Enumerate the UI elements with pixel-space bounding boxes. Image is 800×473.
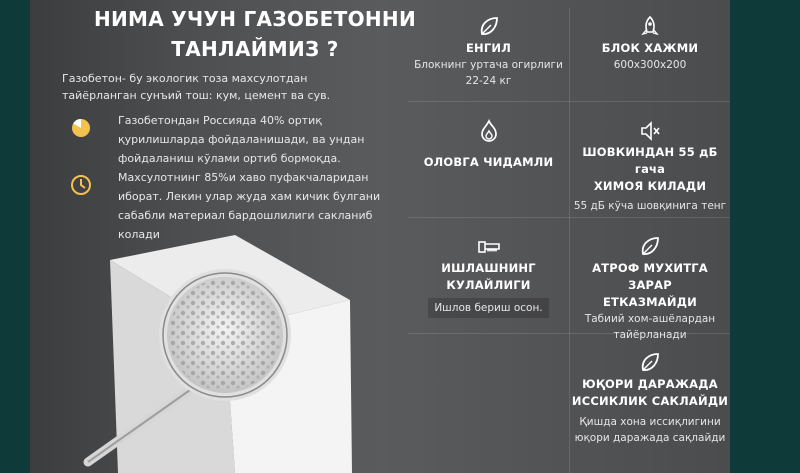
flame-icon bbox=[476, 118, 502, 144]
feature-subtitle: Ишлов бериш осон. bbox=[428, 298, 548, 318]
feature-block-size bbox=[570, 14, 730, 73]
feature-workability bbox=[408, 234, 569, 318]
feature-title: ЮҚОРИ ДАРАЖАДА bbox=[582, 377, 718, 391]
fact-line: колади bbox=[118, 228, 160, 241]
feature-subtitle: 600х300х200 bbox=[613, 59, 687, 71]
aerated-block-illustration bbox=[60, 230, 370, 473]
rocket-icon bbox=[637, 14, 663, 40]
feature-title: ИССИКЛИК САКЛАЙДИ bbox=[571, 394, 729, 408]
feature-title: ХИМОЯ КИЛАДИ bbox=[593, 179, 707, 193]
feature-subtitle: Қишда хона иссиқлигини bbox=[579, 416, 721, 428]
grid-divider-horizontal bbox=[408, 101, 730, 102]
leaf-icon bbox=[637, 234, 663, 260]
feature-subtitle: Табиий хом-ашёлардан bbox=[584, 313, 716, 325]
intro-text bbox=[62, 70, 382, 104]
features-grid bbox=[408, 8, 730, 473]
feature-heat bbox=[570, 350, 730, 446]
fact-line: иборат. Лекин улар жуда хам кичик булгани bbox=[118, 190, 381, 203]
fact-line: сабабли материал бардошлилиги сакланиб bbox=[118, 209, 373, 222]
feature-title: ИШЛАШНИНГ bbox=[441, 261, 536, 275]
fact-text-usage bbox=[118, 111, 383, 168]
feature-subtitle: юқори даражада сақлайди bbox=[574, 432, 726, 444]
fact-line: фойдаланиш кўлами ортиб бормоқда. bbox=[118, 152, 341, 165]
grid-divider-horizontal bbox=[408, 217, 730, 218]
feature-subtitle: Блокнинг уртача огирлиги bbox=[414, 59, 563, 71]
feature-title: ШОВКИНДАН 55 дБ гача bbox=[582, 145, 718, 176]
feature-light bbox=[408, 14, 569, 89]
feature-title: ОЛОВГА ЧИДАМЛИ bbox=[423, 155, 554, 169]
feature-noise bbox=[570, 118, 730, 214]
title-line-2: ТАНЛАЙМИЗ ? bbox=[171, 37, 339, 61]
feature-fire-resistant bbox=[408, 118, 569, 171]
leaf-icon bbox=[637, 350, 663, 376]
pie-chart-icon bbox=[70, 117, 92, 139]
fact-line: қурилишларда фойдаланишади, ва ундан bbox=[118, 133, 365, 146]
feature-title: БЛОК ХАЖМИ bbox=[601, 41, 699, 55]
feature-title: КУЛАЙЛИГИ bbox=[446, 278, 531, 292]
feature-subtitle: 22-24 кг bbox=[465, 75, 512, 87]
feature-title: ЕНГИЛ bbox=[466, 41, 511, 55]
fact-line: Газобетондан Россияда 40% ортиқ bbox=[118, 114, 322, 127]
fact-line: Махсулотнинг 85%и хаво пуфакчаларидан bbox=[118, 171, 369, 184]
feature-eco bbox=[570, 234, 730, 343]
feature-title: ЕТКАЗМАЙДИ bbox=[602, 295, 697, 309]
slide-panel bbox=[30, 0, 730, 473]
feature-title: АТРОФ МУХИТГА ЗАРАР bbox=[592, 261, 708, 292]
saw-icon bbox=[476, 234, 502, 260]
speaker-mute-icon bbox=[637, 118, 663, 144]
feature-subtitle: 55 дБ кўча шовқинига тенг bbox=[573, 200, 727, 212]
feature-subtitle: тайёрланади bbox=[613, 329, 687, 341]
leaf-icon bbox=[476, 14, 502, 40]
title-line-1: НИМА УЧУН ГАЗОБЕТОННИ bbox=[93, 7, 417, 31]
clock-icon bbox=[70, 174, 92, 196]
page-title bbox=[90, 4, 420, 64]
intro-line-2: тайёрланган сунъий тош: кум, цемент ва сув. bbox=[62, 89, 331, 102]
intro-line-1: Газобетон- бу экологик тоза махсулотдан bbox=[62, 72, 308, 85]
